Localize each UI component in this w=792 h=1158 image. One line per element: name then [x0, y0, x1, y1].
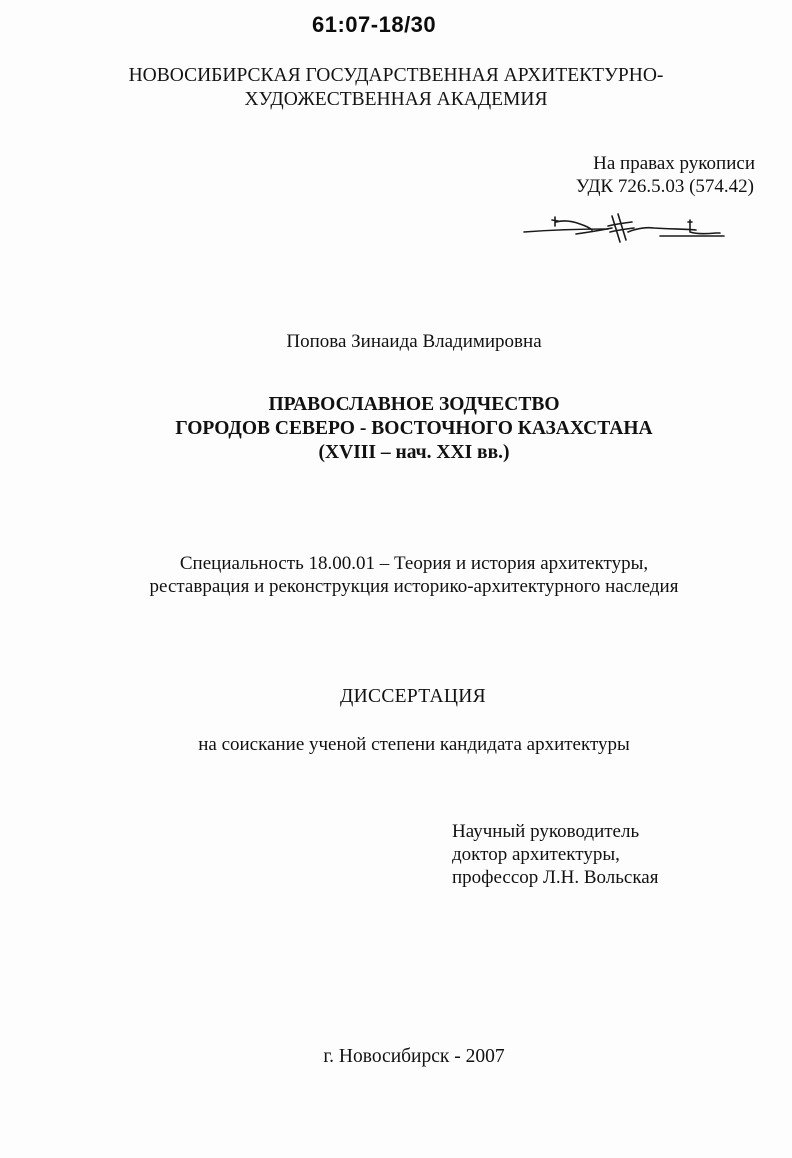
- handwritten-signature: [520, 208, 730, 246]
- supervisor-heading: Научный руководитель: [452, 821, 640, 842]
- specialty-line-1: Специальность 18.00.01 – Теория и история архитектуры,: [179, 553, 649, 574]
- author-name: Попова Зинаида Владимировна: [286, 331, 542, 352]
- udk-code: УДК 726.5.03 (574.42): [575, 176, 754, 197]
- dissertation-title-line-2: ГОРОДОВ СЕВЕРО - ВОСТОЧНОГО КАЗАХСТАНА: [175, 418, 653, 439]
- dissertation-title-line-3: (XVIII – нач. XXI вв.): [318, 442, 510, 463]
- supervisor-degree: доктор архитектуры,: [452, 844, 620, 865]
- dissertation-title-line-1: ПРАВОСЛАВНОЕ ЗОДЧЕСТВО: [268, 394, 560, 415]
- specialty-line-2: реставрация и реконструкция историко-архитектурного наследия: [149, 576, 679, 597]
- degree-statement: на соискание ученой степени кандидата архитектуры: [198, 734, 630, 755]
- city-year: г. Новосибирск - 2007: [323, 1046, 505, 1067]
- institution-line-2: ХУДОЖЕСТВЕННАЯ АКАДЕМИЯ: [244, 89, 548, 110]
- institution-line-1: НОВОСИБИРСКАЯ ГОСУДАРСТВЕННАЯ АРХИТЕКТУРНО-: [128, 65, 664, 86]
- supervisor-name: профессор Л.Н. Вольская: [452, 867, 659, 888]
- manuscript-rights: На правах рукописи: [593, 153, 755, 174]
- document-type: ДИССЕРТАЦИЯ: [340, 686, 486, 707]
- archive-stamp: 61:07-18/30: [312, 12, 437, 37]
